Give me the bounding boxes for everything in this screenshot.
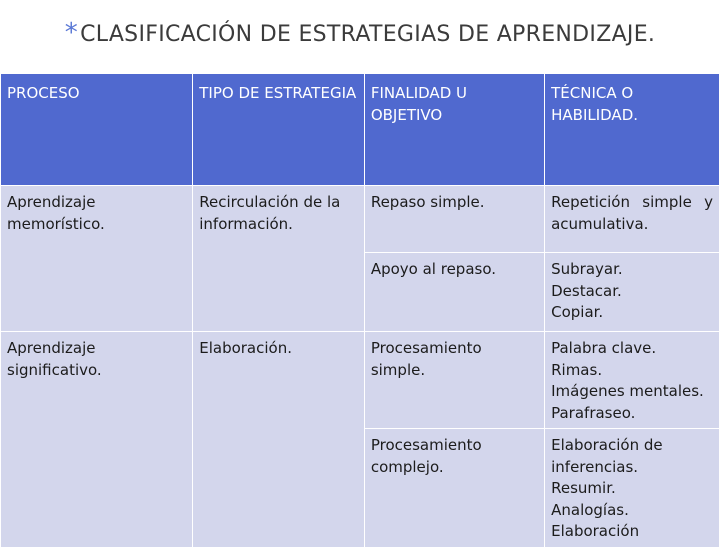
header-tecnica: TÉCNICA O HABILIDAD. <box>545 74 720 186</box>
header-tipo-estrategia: TIPO DE ESTRATEGIA <box>193 74 365 186</box>
table-row <box>1 332 720 429</box>
tecnica-item: Destacar. <box>551 281 622 300</box>
title-star-bullet: * <box>64 18 79 48</box>
slide-title <box>0 18 720 48</box>
header-proceso: PROCESO <box>1 74 193 186</box>
table-row <box>1 186 720 253</box>
header-finalidad: FINALIDAD U OBJETIVO <box>364 74 544 186</box>
tecnica-item: Elaboración <box>551 522 640 540</box>
tecnica-item: Palabra clave. <box>551 339 657 357</box>
tecnica-item: Subrayar. <box>551 260 623 278</box>
cell-proceso: Aprendizaje significativo. <box>1 332 193 548</box>
cell-tipo: Elaboración. <box>193 332 365 548</box>
cell-finalidad: Apoyo al repaso. <box>364 253 544 332</box>
cell-tipo: Recirculación de la información. <box>193 186 365 332</box>
tecnica-item: Imágenes mentales. <box>551 382 704 400</box>
tecnica-item: Resumir. <box>551 479 616 497</box>
cell-tecnica: Repetición simple y acumulativa. <box>545 186 720 253</box>
strategies-table <box>0 73 720 548</box>
title-text: CLASIFICACIÓN DE ESTRATEGIAS DE APRENDIZAJE. <box>80 22 656 47</box>
cell-finalidad: Repaso simple. <box>364 186 544 253</box>
cell-tecnica <box>545 332 720 429</box>
tecnica-item: Elaboración de inferencias. <box>551 436 663 476</box>
table-header-row <box>1 74 720 186</box>
tecnica-item: Copiar. <box>551 303 604 321</box>
cell-tecnica <box>545 429 720 548</box>
cell-finalidad: Procesamiento simple. <box>364 332 544 429</box>
cell-proceso: Aprendizaje memorístico. <box>1 186 193 332</box>
cell-finalidad: Procesamiento complejo. <box>364 429 544 548</box>
tecnica-item: Parafraseo. <box>551 403 636 422</box>
tecnica-item: Rimas. <box>551 360 603 379</box>
cell-tecnica <box>545 253 720 332</box>
tecnica-item: Analogías. <box>551 500 629 519</box>
